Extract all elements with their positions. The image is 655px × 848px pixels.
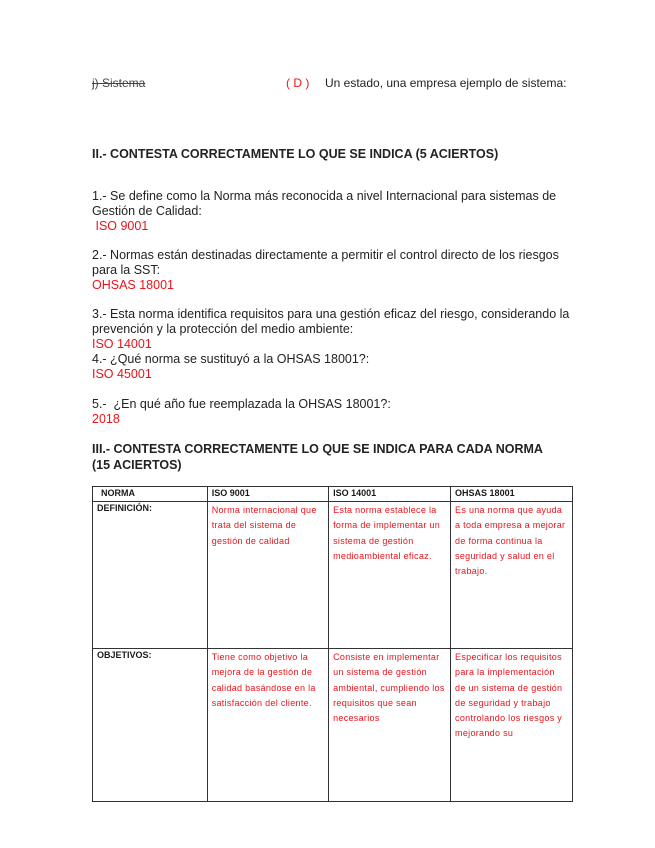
- table-row-definicion: [93, 502, 573, 649]
- question-answer: OHSAS 18001: [92, 278, 174, 292]
- question-text: 2.- Normas están destinadas directamente a permitir el control directo de los riesgos para la SST:: [92, 248, 559, 277]
- header-ohsas-18001: OHSAS 18001: [451, 487, 573, 502]
- header-iso-14001: ISO 14001: [329, 487, 451, 502]
- norms-table: [92, 486, 573, 802]
- question-text: 4.- ¿Qué norma se sustituyó a la OHSAS 18001?:: [92, 352, 370, 366]
- question-4: [92, 352, 572, 382]
- cell-iso-14001: Consiste en implementar un sistema de gestión ambiental, cumpliendo los requisitos que sean necesarios: [329, 649, 451, 802]
- matching-row-j: [92, 76, 592, 90]
- row-label: DEFINICIÓN:: [93, 502, 208, 649]
- question-text: 1.- Se define como la Norma más reconocida a nivel Internacional para sistemas de Gestión de Calidad:: [92, 189, 557, 218]
- header-iso-9001: ISO 9001: [207, 487, 328, 502]
- section-3-heading: [92, 441, 572, 473]
- matching-item: j) Sistema: [92, 76, 146, 90]
- matching-description: Un estado, una empresa ejemplo de sistema:: [325, 76, 567, 90]
- row-label: OBJETIVOS:: [93, 649, 208, 802]
- question-2: [92, 248, 572, 293]
- cell-ohsas-18001: Es una norma que ayuda a toda empresa a mejorar de forma continua la seguridad y salud en el trabajo.: [451, 502, 573, 649]
- cell-iso-14001: Esta norma establece la forma de implementar un sistema de gestión medioambiental eficaz.: [329, 502, 451, 649]
- section-3-heading-line-1: III.- CONTESTA CORRECTAMENTE LO QUE SE INDICA PARA CADA NORMA: [92, 442, 543, 456]
- question-answer: ISO 14001: [92, 337, 152, 351]
- matching-answer-letter: ( D ): [286, 76, 310, 90]
- cell-iso-9001: Tiene como objetivo la mejora de la gestión de calidad basándose en la satisfacción del cliente.: [207, 649, 328, 802]
- cell-ohsas-18001: Especificar los requisitos para la implementación de un sistema de gestión de seguridad y trabajo controlando los riesgos y mejorando su: [451, 649, 573, 802]
- header-norma: NORMA: [93, 487, 208, 502]
- question-answer: 2018: [92, 412, 120, 426]
- section-2-heading: II.- CONTESTA CORRECTAMENTE LO QUE SE INDICA (5 ACIERTOS): [92, 147, 499, 161]
- question-answer: ISO 45001: [92, 367, 152, 381]
- question-answer: ISO 9001: [92, 219, 149, 233]
- table-header-row: [93, 487, 573, 502]
- question-1: [92, 189, 572, 234]
- question-3: [92, 307, 572, 352]
- table-row-objetivos: [93, 649, 573, 802]
- cell-iso-9001: Norma internacional que trata del sistema de gestión de calidad: [207, 502, 328, 649]
- question-text: 3.- Esta norma identifica requisitos para una gestión eficaz del riesgo, considerando la prevención y la protección del medio ambiente:: [92, 307, 570, 336]
- question-5: [92, 397, 572, 427]
- section-3-heading-line-2: (15 ACIERTOS): [92, 458, 182, 472]
- question-text: 5.- ¿En qué año fue reemplazada la OHSAS 18001?:: [92, 397, 391, 411]
